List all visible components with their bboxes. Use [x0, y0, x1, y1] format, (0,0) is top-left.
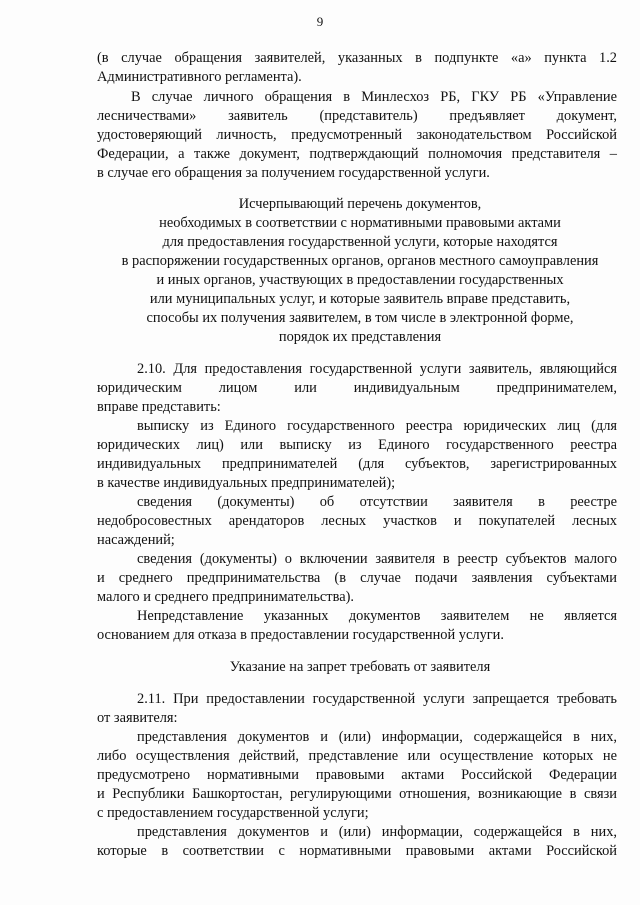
text-line: 2.11. При предоставлении государственной услуги запрещается требовать	[137, 691, 617, 707]
section-heading-line: и иных органов, участвующих в предоставлении государственных	[156, 272, 564, 288]
text-line: вправе представить:	[97, 399, 221, 415]
text-line: насаждений;	[97, 532, 175, 548]
text-line: основанием для отказа в предоставлении государственной услуги.	[97, 627, 504, 643]
text-line: В случае личного обращения в Минлесхоз РБ, ГКУ РБ «Управление	[131, 89, 617, 105]
text-line: Административного регламента).	[97, 69, 302, 85]
text-line: в качестве индивидуальных предпринимателей);	[97, 475, 396, 491]
section-heading-line: в распоряжении государственных органов, органов местного самоуправления	[121, 253, 599, 269]
text-line: (в случае обращения заявителей, указанных в подпункте «а» пункта 1.2	[97, 50, 617, 66]
text-line: представления документов и (или) информации, содержащейся в них,	[137, 729, 617, 745]
section-heading-line: способы их получения заявителем, в том числе в электронной форме,	[146, 310, 574, 326]
text-line: сведения (документы) о включении заявителя в реестр субъектов малого	[137, 551, 617, 567]
text-line: и Республики Башкортостан, регулирующими отношения, возникающие в связи	[97, 786, 617, 802]
text-line: юридических лиц) или выписку из Единого государственного реестра	[97, 437, 617, 453]
text-line: Непредставление указанных документов заявителем не является	[137, 608, 617, 624]
text-line: удостоверяющий личность, предусмотренный законодательством Российской	[97, 127, 617, 143]
text-line: Федерации, а также документ, подтверждающий полномочия представителя –	[97, 146, 617, 162]
section-heading-line: или муниципальных услуг, и которые заявитель вправе представить,	[149, 291, 571, 307]
text-line: от заявителя:	[97, 710, 178, 726]
text-line: 2.10. Для предоставления государственной услуги заявитель, являющийся	[137, 361, 617, 377]
text-line: индивидуальных предпринимателей (для субъектов, зарегистрированных	[97, 456, 617, 472]
text-line: представления документов и (или) информации, содержащейся в них,	[137, 824, 617, 840]
section-heading-line: порядок их представления	[278, 329, 442, 345]
text-line: юридическим лицом или индивидуальным предпринимателем,	[97, 380, 617, 396]
page-number: 9	[316, 14, 324, 29]
text-line: либо осуществления действий, представление или осуществление которых не	[97, 748, 617, 764]
text-line: в случае его обращения за получением государственной услуги.	[97, 165, 490, 181]
section-heading-line: для предоставления государственной услуги, которые находятся	[162, 234, 558, 250]
text-line: и среднего предпринимательства (в случае подачи заявления субъектами	[97, 570, 617, 586]
text-line: сведения (документы) об отсутствии заявителя в реестре	[137, 494, 617, 510]
text-line: выписку из Единого государственного реестра юридических лиц (для	[137, 418, 617, 434]
text-line: лесничествами» заявитель (представитель) предъявляет документ,	[97, 108, 617, 124]
section-heading-line: необходимых в соответствии с нормативными правовыми актами	[159, 215, 561, 231]
text-line: с предоставлением государственной услуги;	[97, 805, 369, 821]
section-heading-line: Исчерпывающий перечень документов,	[238, 196, 482, 212]
text-line: недобросовестных арендаторов лесных участков и покупателей лесных	[97, 513, 617, 529]
section-heading-line: Указание на запрет требовать от заявителя	[229, 659, 491, 675]
text-line: малого и среднего предпринимательства).	[97, 589, 354, 605]
text-line: которые в соответствии с нормативными правовыми актами Российской	[97, 843, 617, 859]
text-line: предусмотрено нормативными правовыми актами Российской Федерации	[97, 767, 617, 783]
